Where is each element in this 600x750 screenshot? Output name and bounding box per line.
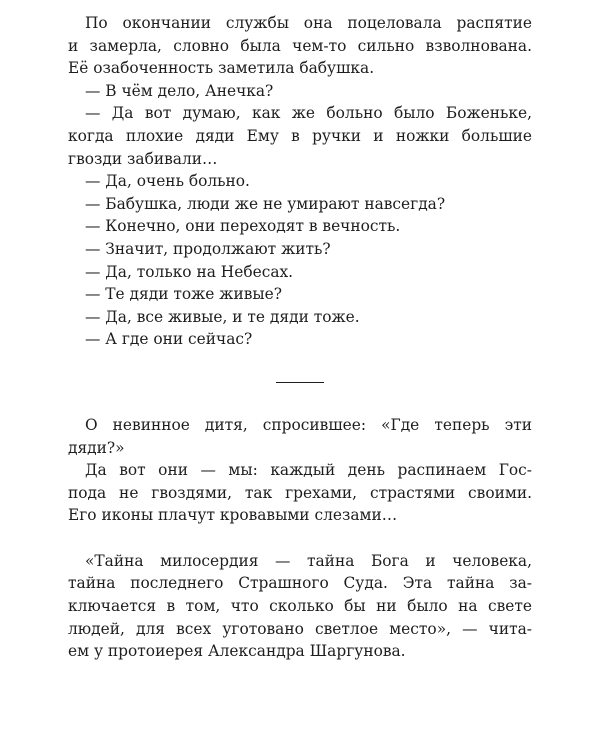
dialogue-line: когда плохие дяди Ему в ручки и ножки большие [68, 126, 532, 145]
text-line: ключается в том, что сколько бы ни было на свете [68, 597, 532, 616]
dialogue-line: — Конечно, они переходят в вечность. [85, 217, 401, 236]
text-line: По окончании службы она поцеловала распятие [85, 14, 532, 32]
answer-paragraph [68, 459, 532, 527]
text-line: дяди?» [68, 438, 125, 457]
text-line: О невинное дитя, спросившее: «Где теперь эти [85, 415, 532, 434]
dialogue-line: — Те дяди тоже живые? [85, 285, 282, 304]
text-line: ем у протоиерея Александра Шаргунова. [68, 642, 406, 661]
dialogue-line: — В чём дело, Анечка? [85, 81, 274, 100]
dialogue-line: — Бабушка, люди же не умирают навсегда? [85, 194, 446, 213]
text-line: Его иконы плачут кровавыми слезами… [68, 506, 398, 525]
page-text [68, 12, 532, 663]
paragraph-gap [68, 527, 532, 550]
text-line: тайна последнего Страшного Суда. Эта тайна за- [68, 574, 532, 593]
question-paragraph [68, 414, 532, 459]
dialogue-line: — Да, все живые, и те дяди тоже. [85, 307, 360, 326]
section-divider [276, 382, 324, 383]
dialogue-line: — Значит, продолжают жить? [85, 239, 331, 258]
text-line: «Тайна милосердия — тайна Бога и человека, [85, 551, 532, 570]
text-line: Её озабоченность заметила бабушка. [68, 59, 375, 78]
dialogue-line: — Да, очень больно. [85, 172, 250, 191]
text-line: людей, для всех уготовано светлое место», — чита- [68, 619, 532, 638]
dialogue-line: — Да вот думаю, как же больно было Боженьке, [85, 104, 532, 123]
text-line: Да вот они — мы: каждый день распинаем Гос- [85, 461, 532, 480]
dialogue-line: — Да, только на Небесах. [85, 262, 294, 281]
quote-paragraph [68, 550, 532, 663]
dialogue-line: — А где они сейчас? [85, 330, 253, 349]
text-line: пода не гвоздями, так грехами, страстями своими. [68, 483, 532, 502]
dialogue-line: гвозди забивали… [68, 149, 218, 168]
text-line: и замерла, словно была чем-то сильно взволнована. [68, 36, 532, 55]
intro-paragraph [68, 12, 532, 80]
dialogue [68, 80, 532, 351]
